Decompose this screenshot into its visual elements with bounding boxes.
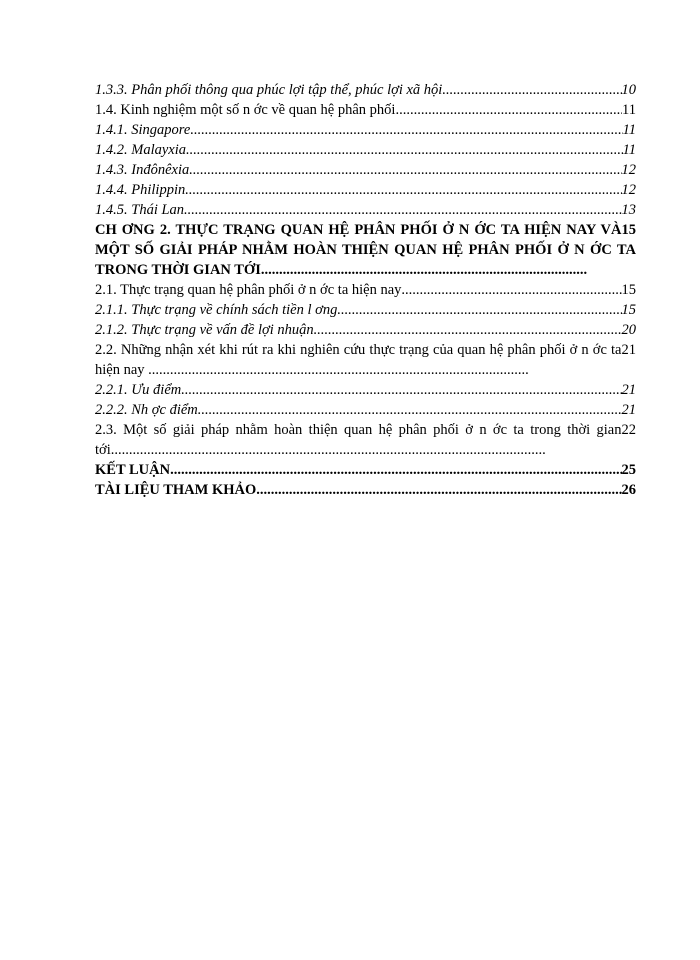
toc-entry-1-4-3[interactable] bbox=[95, 160, 636, 180]
toc-entry-1-3-3[interactable] bbox=[95, 80, 636, 100]
toc-entry-1-4-1[interactable] bbox=[95, 120, 636, 140]
dot-leader bbox=[170, 460, 621, 480]
toc-entry-2-2-1[interactable] bbox=[95, 380, 636, 400]
toc-entry-1-4[interactable] bbox=[95, 100, 636, 120]
toc-entry-title: 2.1. Thực trạng quan hệ phân phối ở n ớc ta hiện nay bbox=[95, 282, 402, 298]
toc-entry-page: 22 bbox=[621, 422, 636, 438]
toc-entry-2-1[interactable] bbox=[95, 280, 636, 300]
dot-leader bbox=[186, 140, 623, 160]
toc-entry-title: KẾT LUẬN bbox=[95, 462, 171, 478]
toc-entry-2-2[interactable] bbox=[95, 340, 636, 380]
toc-entry-page: 11 bbox=[622, 142, 636, 158]
toc-entry-title: 1.4.3. Inđônêxia bbox=[95, 162, 190, 178]
toc-entry-page: 11 bbox=[622, 102, 636, 118]
dot-leader: .......................................................................................... bbox=[260, 262, 588, 278]
toc-entry-title: 2.3. Một số giải pháp nhằm hoàn thiện quan hệ phân phối ở n ớc ta trong thời gian tới bbox=[95, 422, 622, 458]
toc-entry-chapter-2[interactable] bbox=[95, 220, 636, 280]
dot-leader bbox=[314, 320, 622, 340]
dot-leader bbox=[256, 480, 621, 500]
dot-leader bbox=[184, 200, 621, 220]
toc-entry-2-1-2[interactable] bbox=[95, 320, 636, 340]
dot-leader: ........................................................................................................................ bbox=[110, 442, 546, 458]
toc-entry-page: 25 bbox=[621, 462, 636, 478]
dot-leader bbox=[198, 400, 622, 420]
dot-leader bbox=[337, 300, 621, 320]
toc-entry-page: 12 bbox=[621, 162, 636, 178]
table-of-contents bbox=[95, 80, 636, 500]
toc-entry-page: 10 bbox=[621, 82, 636, 98]
dot-leader bbox=[401, 280, 621, 300]
dot-leader bbox=[181, 380, 621, 400]
dot-leader bbox=[190, 120, 622, 140]
toc-entry-2-3[interactable] bbox=[95, 420, 636, 460]
toc-entry-title: TÀI LIỆU THAM KHẢO bbox=[95, 482, 257, 498]
dot-leader bbox=[185, 180, 621, 200]
toc-entry-page: 15 bbox=[621, 222, 636, 238]
toc-entry-page: 21 bbox=[621, 402, 636, 418]
dot-leader: ......................................................................................................... bbox=[148, 362, 529, 378]
toc-entry-1-4-2[interactable] bbox=[95, 140, 636, 160]
toc-entry-page: 26 bbox=[621, 482, 636, 498]
toc-entry-title: 1.4. Kinh nghiệm một số n ớc về quan hệ phân phối bbox=[95, 102, 396, 118]
toc-entry-title: CH ƠNG 2. THỰC TRẠNG QUAN HỆ PHÂN PHỐI Ở N ỚC TA HIỆN NAY VÀ MỘT SỐ GIẢI PHÁP NHẰM HOÀN THIỆN QUAN HỆ PHÂN PHỐI Ở N ỚC TA TRONG THỜI GIAN TỚI bbox=[95, 222, 636, 278]
toc-entry-page: 21 bbox=[621, 342, 636, 358]
dot-leader bbox=[395, 100, 622, 120]
toc-entry-title: 2.2.2. Nh ợc điểm bbox=[95, 402, 198, 418]
toc-entry-title: 1.4.4. Philippin bbox=[95, 182, 186, 198]
toc-entry-page: 12 bbox=[621, 182, 636, 198]
toc-entry-title: 2.1.2. Thực trạng về vấn đề lợi nhuận bbox=[95, 322, 314, 338]
toc-entry-title: 2.2. Những nhận xét khi rút ra khi nghiên cứu thực trạng của quan hệ phân phối ở n ớc ta hiện nay bbox=[95, 342, 622, 378]
toc-entry-page: 20 bbox=[621, 322, 636, 338]
toc-entry-1-4-5[interactable] bbox=[95, 200, 636, 220]
toc-entry-ket-luan[interactable] bbox=[95, 460, 636, 480]
toc-entry-page: 15 bbox=[621, 302, 636, 318]
toc-entry-title: 1.4.5. Thái Lan bbox=[95, 202, 185, 218]
toc-entry-1-4-4[interactable] bbox=[95, 180, 636, 200]
toc-entry-page: 15 bbox=[621, 282, 636, 298]
toc-entry-title: 1.4.1. Singapore bbox=[95, 122, 191, 138]
toc-entry-title: 1.4.2. Malayxia bbox=[95, 142, 187, 158]
toc-entry-page: 13 bbox=[621, 202, 636, 218]
toc-entry-tai-lieu-tham-khao[interactable] bbox=[95, 480, 636, 500]
toc-entry-page: 11 bbox=[622, 122, 636, 138]
toc-entry-page: 21 bbox=[621, 382, 636, 398]
toc-entry-title: 1.3.3. Phân phối thông qua phúc lợi tập thể, phúc lợi xã hội bbox=[95, 82, 443, 98]
toc-entry-2-1-1[interactable] bbox=[95, 300, 636, 320]
dot-leader bbox=[442, 80, 621, 100]
toc-entry-2-2-2[interactable] bbox=[95, 400, 636, 420]
dot-leader bbox=[189, 160, 621, 180]
toc-entry-title: 2.1.1. Thực trạng về chính sách tiền l ơng bbox=[95, 302, 338, 318]
toc-entry-title: 2.2.1. Ưu điểm bbox=[95, 382, 182, 398]
